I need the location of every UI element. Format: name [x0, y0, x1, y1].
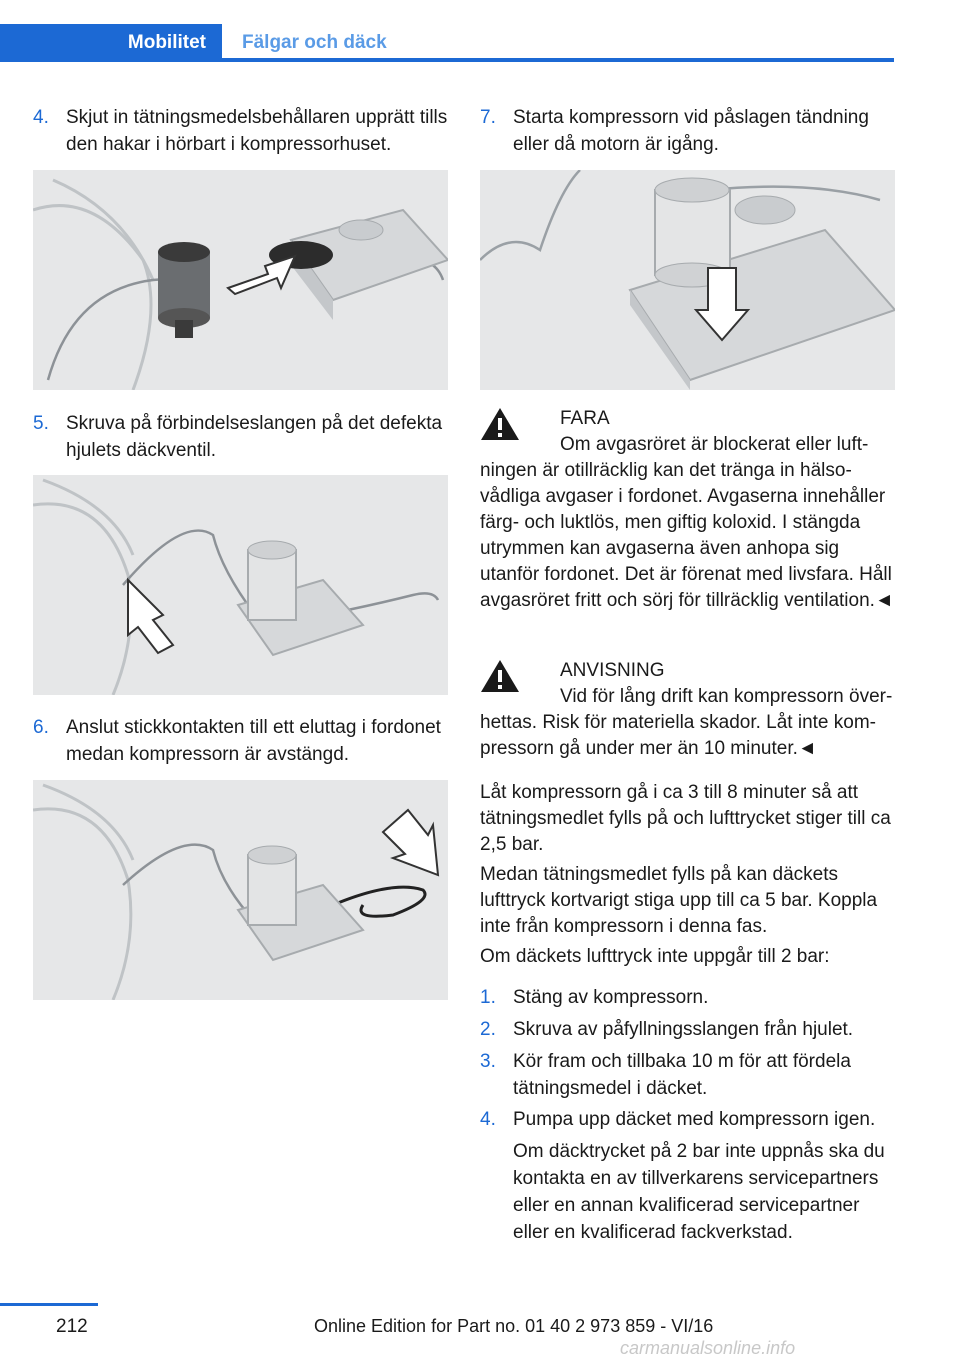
step-text: Skruva på förbindelseslangen på det defekta hjulets däckventil.: [66, 413, 443, 461]
list-text: Kör fram och tillbaka 10 m för att fördela tätningsmedel i däcket.: [513, 1051, 851, 1099]
step-4: [33, 104, 449, 160]
step-number: 7.: [480, 107, 496, 128]
list-item: [480, 1016, 896, 1044]
paragraph-low-pressure: Om däckets lufttryck inte uppgår till 2 bar:: [480, 946, 830, 967]
step-6: [33, 714, 449, 770]
step-number: 6.: [33, 717, 49, 738]
notice-text: Vid för lång drift kan kompressorn överhettas. Risk för materiella skador. Låt inte kompressorn gå under mer än 10 minuter.◄: [480, 686, 893, 759]
watermark: carmanualsonline.info: [620, 1338, 796, 1358]
danger-warning: [480, 406, 896, 642]
notice-heading: ANVISNING: [560, 660, 665, 681]
notice-warning: [480, 658, 896, 768]
list-number: 1.: [480, 987, 496, 1008]
step-text: Anslut stickkontakten till ett eluttag i fordonet medan kompressorn är avstängd.: [66, 717, 441, 765]
step-5: [33, 410, 449, 466]
list-note: Om däcktrycket på 2 bar inte uppnås ska du kontakta en av tillverkarens servicepartners eller en annan kvalificerad servicepartner eller en kvalificerad fackverkstad.: [513, 1141, 885, 1243]
step-text: Starta kompressorn vid påslagen tändning eller då motorn är igång.: [513, 107, 869, 155]
paragraph-run-time: Låt kompressorn gå i ca 3 till 8 minuter så att tätningsmedlet fylls på och lufttrycket stiger till ca 2,5 bar.: [480, 782, 891, 855]
figure-insert-sealant-container: [33, 170, 448, 390]
list-number: 4.: [480, 1109, 496, 1130]
list-number: 3.: [480, 1051, 496, 1072]
tab-underline: [222, 58, 894, 62]
page-number: 212: [56, 1316, 88, 1337]
tab-mobilitet[interactable]: Mobilitet: [0, 24, 222, 62]
figure-start-compressor: [480, 170, 895, 390]
tab-falgar-och-dack[interactable]: Fälgar och däck: [222, 24, 894, 62]
step-text: Skjut in tätningsmedelsbehållaren upprätt tills den hakar i hörbart i kompressorhuset.: [66, 107, 448, 155]
list-number: 2.: [480, 1019, 496, 1040]
step-number: 4.: [33, 107, 49, 128]
step-number: 5.: [33, 413, 49, 434]
list-text: Stäng av kompressorn.: [513, 987, 709, 1008]
list-item: [480, 984, 896, 1012]
list-item: [480, 1048, 896, 1104]
edition-info: Online Edition for Part no. 01 40 2 973 859 - VI/16: [314, 1316, 714, 1336]
list-text: Skruva av påfyllningsslangen från hjulet.: [513, 1019, 854, 1040]
list-text: Pumpa upp däcket med kompressorn igen.: [513, 1109, 876, 1130]
chapter-tab-bar: [0, 24, 894, 62]
danger-text: Om avgasröret är blockerat eller luftningen är otillräcklig kan det tränga in hälsovådliga avgaser i fordonet. Avgaserna innehåller färg- och luktlös, men giftig koloxid. I stängda utrymmen kan avgaserna även anhopa sig utanför fordonet. Det är förenat med livsfara. Håll avgasröret fritt och sörj för tillräcklig ventilation.◄: [480, 434, 894, 611]
paragraph-pressure-peak: Medan tätningsmedlet fylls på kan däckets lufttryck kortvarigt stiga upp till ca 5 bar. Koppla inte från kompressorn i denna fas.: [480, 864, 878, 937]
list-item: [480, 1106, 896, 1134]
figure-plug-power-socket: [33, 780, 448, 1000]
step-7: [480, 104, 896, 160]
figure-connect-hose-valve: [33, 475, 448, 695]
danger-heading: FARA: [560, 408, 610, 429]
page-number-rule: [0, 1303, 98, 1306]
